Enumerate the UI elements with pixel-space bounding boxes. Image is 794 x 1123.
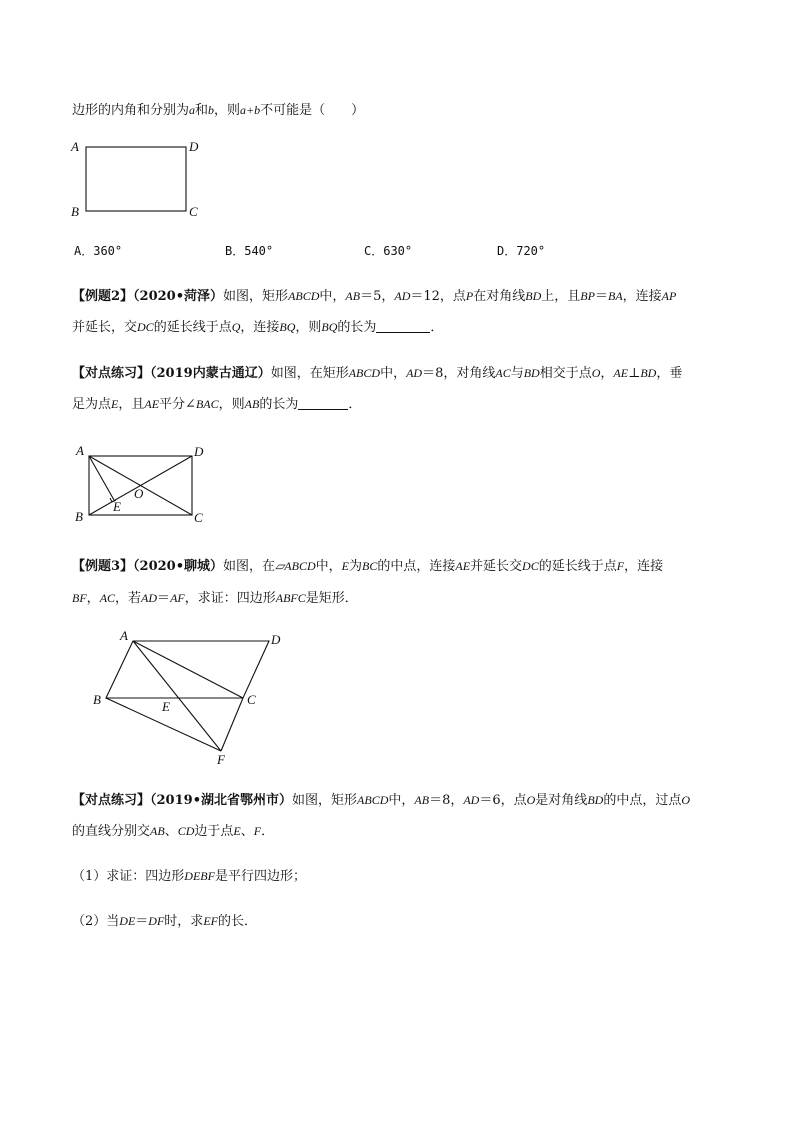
label-E: E (113, 499, 121, 514)
segment-ac (133, 641, 243, 698)
label-B: B (71, 204, 79, 219)
label-A: A (120, 628, 128, 643)
pr2-sub2: （2）当DE＝DF时，求EF的长． (72, 914, 257, 929)
example-tag: 【例题3】 (72, 559, 134, 574)
pr2-sub1: （1）求证：四边形DEBF是平行四边形； (72, 869, 306, 884)
label-C: C (194, 510, 203, 525)
pr2-line1: 【对点练习】（2019•湖北省鄂州市）如图，矩形ABCD中，AB＝8，AD＝6，点O是对角线BD的中点，过点O (72, 793, 690, 808)
practice-tag: 【对点练习】 (72, 366, 151, 381)
source-tag: （2019内蒙古通辽） (150, 366, 271, 381)
ex3-line2: BF，AC，若AD＝AF，求证：四边形ABFC是矩形． (72, 591, 358, 606)
rect-abcd (86, 147, 186, 211)
answer-blank[interactable] (298, 396, 348, 410)
segment-af (133, 641, 221, 751)
option-d[interactable]: D．720° (497, 244, 546, 258)
example-tag: 【例题2】 (72, 289, 134, 304)
q1-stem: 边形的内角和分别为a和b，则a+b不可能是（ ） (72, 103, 365, 118)
figure-parallelogram (93, 628, 281, 767)
ex2-line1: 【例题2】（2020•菏泽）如图，矩形ABCD中，AB＝5，AD＝12，点P在对角线BD上，且BP＝BA，连接AP (72, 289, 677, 304)
ex2-line2: 并延长，交DC的延长线于点Q，连接BQ，则BQ的长为 ． (72, 320, 444, 335)
label-O: O (134, 486, 144, 501)
segment-cf (221, 698, 243, 751)
label-C: C (247, 692, 256, 707)
figure-rectangle-1 (70, 139, 199, 219)
label-D: D (189, 139, 199, 154)
option-a[interactable]: A．360° (74, 244, 123, 258)
label-A: A (76, 443, 84, 458)
label-F: F (217, 752, 225, 767)
pr1-line1: 【对点练习】（2019内蒙古通辽）如图，在矩形ABCD中，AD＝8，对角线AC与BD相交于点O，AE⊥BD，垂 (72, 366, 683, 381)
option-c[interactable]: C．630° (364, 244, 413, 258)
label-B: B (75, 509, 83, 524)
label-A: A (71, 139, 79, 154)
label-D: D (271, 632, 281, 647)
label-D: D (194, 444, 204, 459)
source-tag: （2020•菏泽） (133, 289, 224, 304)
pr2-line2: 的直线分别交AB、CD边于点E、F． (72, 824, 275, 839)
source-tag: （2020•聊城） (133, 559, 224, 574)
label-B: B (93, 692, 101, 707)
option-b[interactable]: B．540° (225, 244, 274, 258)
figure-rectangle-2 (75, 443, 204, 525)
pr1-line2: 足为点E，且AE平分∠BAC，则AB的长为 ． (72, 397, 362, 412)
practice-tag: 【对点练习】 (72, 793, 151, 808)
answer-blank[interactable] (376, 319, 430, 333)
label-C: C (189, 204, 198, 219)
label-E: E (162, 699, 170, 714)
source-tag: （2019•湖北省鄂州市） (150, 793, 293, 808)
ex3-line1: 【例题3】（2020•聊城）如图，在▱ABCD中，E为BC的中点，连接AE并延长交DC的延长线于点F，连接 (72, 559, 664, 574)
